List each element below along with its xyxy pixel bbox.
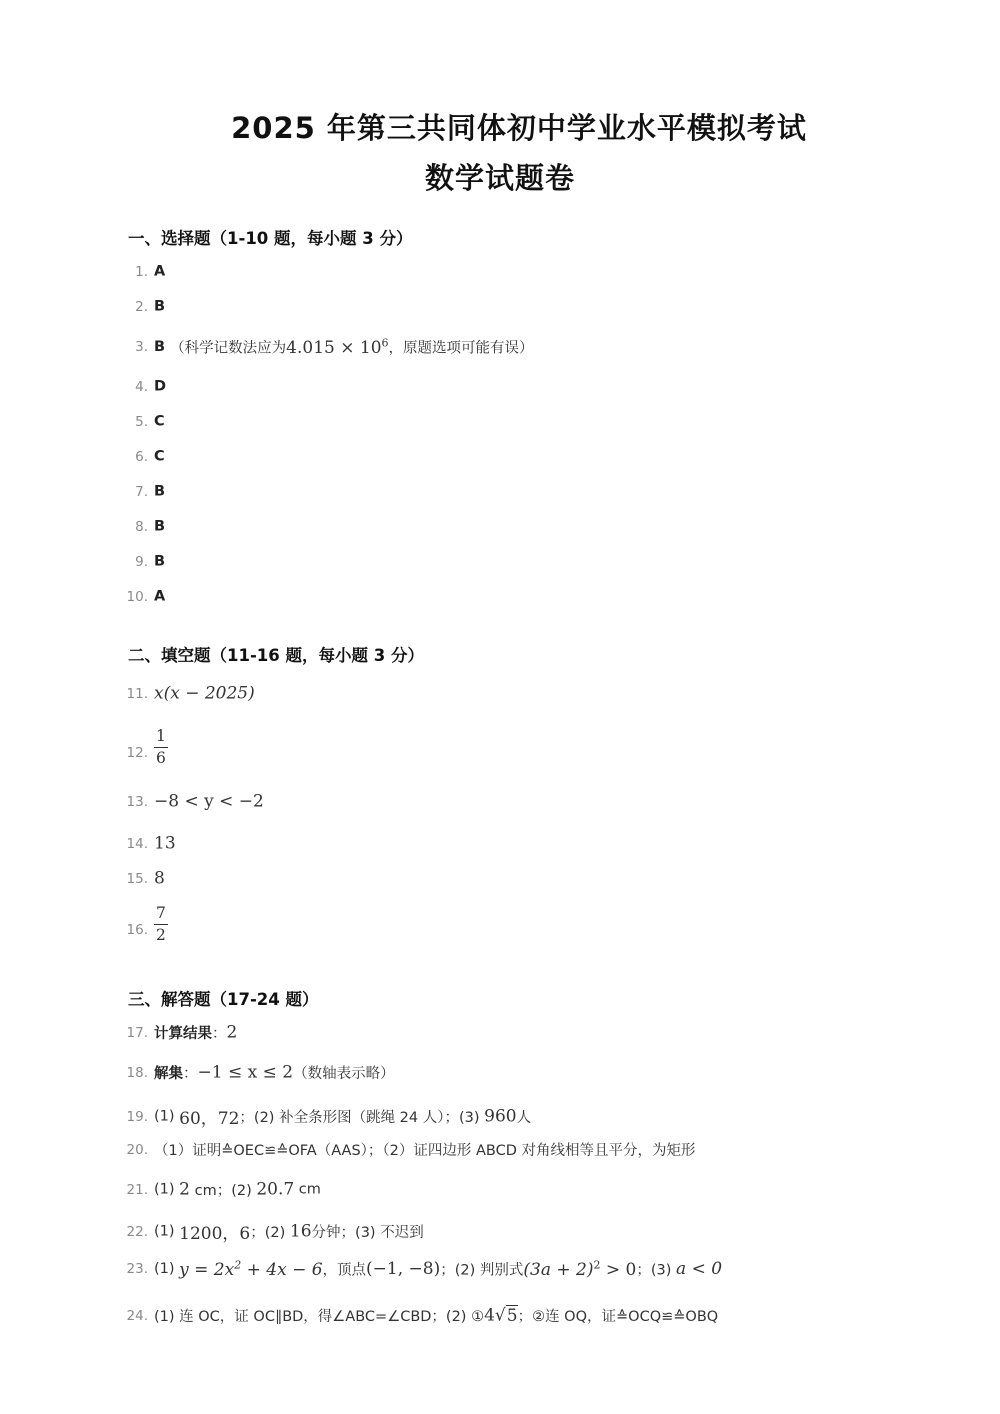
- answer-value: D: [154, 378, 167, 395]
- answer-item-17: [120, 1022, 237, 1046]
- answer-item-16: [120, 905, 168, 949]
- document-subtitle: 数学试题卷: [424, 161, 575, 195]
- exponent: 2: [234, 1258, 242, 1271]
- answer-value: 2: [179, 1179, 190, 1200]
- answer-value: 20.7: [256, 1179, 295, 1200]
- answer-item-9: [120, 551, 165, 575]
- answer-unit: cm: [294, 1181, 321, 1198]
- notation-exponent: 6: [381, 336, 389, 349]
- equation-part: + 4x − 6: [241, 1259, 323, 1280]
- answer-value: 1200，6: [179, 1224, 251, 1244]
- answer-value: 60，72: [179, 1109, 240, 1129]
- item-number: 14.: [126, 835, 148, 852]
- radicand: 5: [506, 1305, 518, 1326]
- answer-text: ；(2) 判别式: [440, 1262, 524, 1279]
- answer-value: B: [154, 553, 166, 570]
- answer-text: ；(2): [250, 1225, 290, 1241]
- item-number: 7.: [135, 483, 148, 500]
- document-title: 2025 年第三共同体初中学业水平模拟考试: [231, 111, 807, 145]
- answer-label: 计算结果: [154, 1026, 212, 1042]
- item-number: 19.: [126, 1108, 148, 1125]
- item-number: 1.: [135, 263, 148, 280]
- answer-text: 分钟；(3) 不迟到: [311, 1225, 424, 1241]
- answer-item-18: [120, 1062, 395, 1086]
- answer-item-22: [120, 1219, 424, 1243]
- answer-item-8: [120, 516, 165, 540]
- answer-item-3: [120, 336, 534, 360]
- answer-value: B: [154, 298, 166, 315]
- part-label: (1): [154, 1181, 180, 1198]
- item-number: 2.: [135, 298, 148, 315]
- quadratic-equation: [179, 1260, 322, 1280]
- section-heading-choice: 一、选择题（1-10 题，每小题 3 分）: [128, 229, 413, 248]
- item-number: 16.: [126, 921, 148, 938]
- answer-value: B: [154, 338, 166, 355]
- expression-part: (3a + 2): [523, 1259, 594, 1280]
- exponent: 2: [593, 1258, 601, 1271]
- answer-text: （1）证明≙OEC≌≙OFA（AAS）；（2）证四边形 ABCD 对角线相等且平分，为矩形: [154, 1143, 696, 1159]
- answer-value: 8: [154, 868, 165, 889]
- answer-item-24: [120, 1305, 718, 1329]
- answer-item-20: [120, 1139, 696, 1163]
- answer-fraction: [154, 905, 168, 944]
- answer-value: 16: [289, 1221, 312, 1242]
- answer-item-23: [120, 1258, 722, 1282]
- answer-unit: cm；(2): [189, 1183, 257, 1199]
- item-number: 5.: [135, 413, 148, 430]
- numerator: 7: [154, 905, 168, 925]
- denominator: 6: [156, 749, 166, 768]
- radical-coefficient: 4: [484, 1305, 495, 1326]
- item-number: 8.: [135, 518, 148, 535]
- item-number: 20.: [126, 1141, 148, 1158]
- answer-label: 解集: [154, 1066, 183, 1082]
- answer-unit: 人: [516, 1110, 532, 1126]
- answer-value: 960: [484, 1106, 517, 1127]
- answer-text: (1) 连 OC，证 OC∥BD，得∠ABC=∠CBD；(2) ①: [154, 1309, 485, 1325]
- answer-item-10: [120, 586, 165, 610]
- numerator: 1: [154, 728, 168, 748]
- part-label: (1): [154, 1260, 180, 1277]
- answer-value: C: [154, 413, 165, 430]
- item-number: 6.: [135, 448, 148, 465]
- answer-item-21: [120, 1179, 321, 1203]
- answer-value: A: [154, 588, 166, 605]
- answer-inequality: −1 ≤ x ≤ 2: [197, 1062, 294, 1083]
- answer-value: A: [154, 263, 166, 280]
- vertex-coordinates: (−1, −8): [366, 1258, 441, 1279]
- answer-item-11: [120, 683, 255, 707]
- answer-item-1: [120, 261, 165, 285]
- answer-note-end: ，原题选项可能有误）: [388, 340, 534, 357]
- answer-value: B: [154, 483, 166, 500]
- item-number: 13.: [126, 793, 148, 810]
- answer-item-6: [120, 446, 165, 470]
- answer-text: ；②连 OQ，证≙OCQ≌≙OBQ: [517, 1309, 719, 1325]
- item-number: 17.: [126, 1024, 148, 1041]
- answer-expression: x(x − 2025): [154, 683, 255, 704]
- answer-note: （数轴表示略）: [293, 1066, 395, 1082]
- answer-value: 2: [226, 1022, 238, 1043]
- answer-condition: a < 0: [676, 1258, 723, 1279]
- scientific-notation: [286, 338, 388, 358]
- answer-value: C: [154, 448, 165, 465]
- item-number: 23.: [126, 1260, 148, 1277]
- discriminant: [523, 1260, 636, 1280]
- answer-text: ，顶点: [322, 1262, 367, 1279]
- item-number: 10.: [126, 588, 148, 605]
- answer-item-12: [120, 728, 168, 772]
- item-number: 22.: [126, 1223, 148, 1240]
- answer-item-13: [120, 791, 264, 815]
- label-separator: ：: [212, 1026, 227, 1042]
- answer-fraction: [154, 728, 168, 767]
- answer-inequality: −8 < y < −2: [154, 791, 264, 812]
- item-number: 4.: [135, 378, 148, 395]
- answer-value: B: [154, 518, 166, 535]
- part-label: (1): [154, 1108, 180, 1125]
- item-number: 24.: [126, 1307, 148, 1324]
- label-separator: ：: [183, 1066, 198, 1082]
- answer-item-7: [120, 481, 165, 505]
- sqrt-icon: √: [494, 1305, 506, 1326]
- section-heading-solve: 三、解答题（17-24 题）: [128, 990, 319, 1009]
- answer-value: 13: [154, 833, 176, 854]
- answer-text: ；(3): [636, 1262, 677, 1279]
- expression-part: > 0: [600, 1259, 637, 1280]
- answer-item-5: [120, 411, 165, 435]
- answer-item-19: [120, 1104, 531, 1128]
- item-number: 15.: [126, 870, 148, 887]
- equation-part: y = 2x: [179, 1259, 235, 1280]
- answer-item-2: [120, 296, 165, 320]
- item-number: 12.: [126, 744, 148, 761]
- answer-item-15: [120, 868, 165, 892]
- item-number: 9.: [135, 553, 148, 570]
- part-label: (1): [154, 1223, 180, 1240]
- denominator: 2: [156, 926, 166, 945]
- radical-expression: [484, 1305, 518, 1326]
- answer-item-4: [120, 376, 166, 400]
- answer-note: （科学记数法应为: [170, 340, 287, 357]
- notation-base: 4.015 × 10: [286, 337, 382, 358]
- item-number: 18.: [126, 1064, 148, 1081]
- section-heading-fill: 二、填空题（11-16 题，每小题 3 分）: [128, 646, 424, 665]
- answer-item-14: [120, 833, 176, 857]
- item-number: 3.: [135, 338, 148, 355]
- item-number: 11.: [126, 685, 148, 702]
- item-number: 21.: [126, 1181, 148, 1198]
- answer-text: ；(2) 补全条形图（跳绳 24 人）；(3): [239, 1110, 485, 1126]
